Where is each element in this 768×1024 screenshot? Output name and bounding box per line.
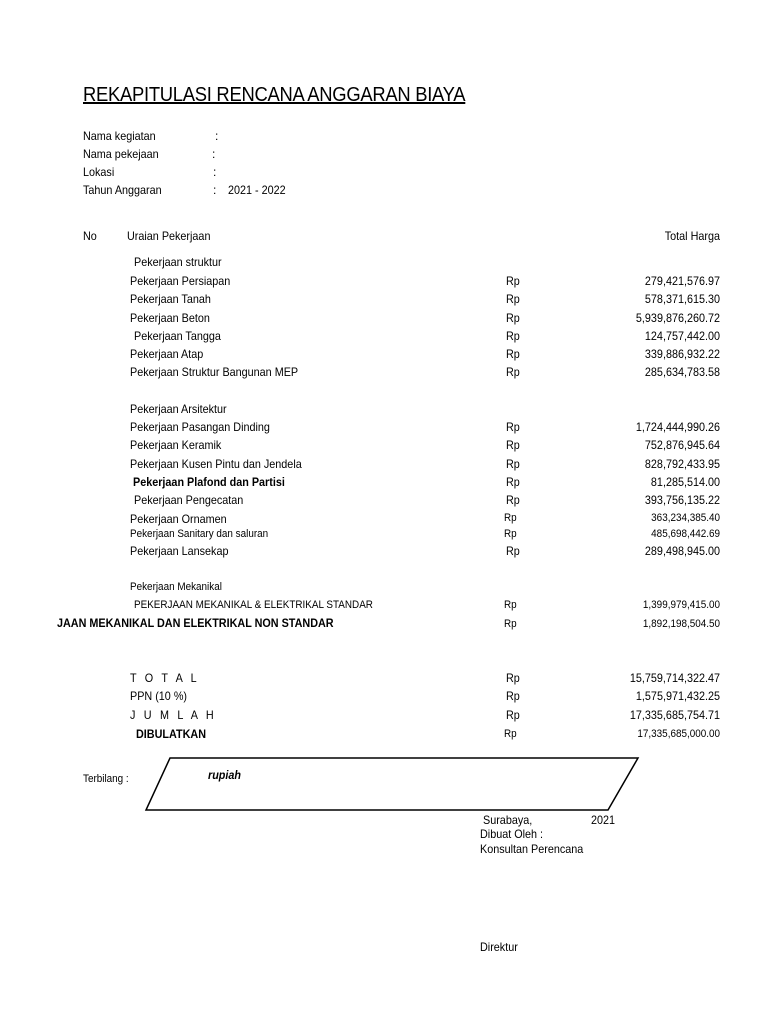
info-colon: : (213, 165, 217, 179)
row-label: Pekerjaan Kusen Pintu dan Jendela (130, 457, 302, 471)
row-value: 752,876,945.64 (644, 438, 720, 452)
row-currency: Rp (506, 292, 520, 306)
row-currency: Rp (506, 420, 520, 434)
terbilang-box (140, 757, 650, 815)
row-value: 578,371,615.30 (644, 292, 720, 306)
row-label: Pekerjaan Sanitary dan saluran (130, 528, 269, 540)
row-value: 1,892,198,504.50 (642, 618, 720, 630)
row-label: Pekerjaan Pengecatan (134, 493, 244, 507)
row-currency: Rp (506, 274, 520, 288)
row-value: 363,234,385.40 (651, 512, 720, 524)
row-currency: Rp (504, 599, 517, 611)
info-colon: : (213, 183, 217, 197)
info-label-kegiatan: Nama kegiatan (83, 129, 156, 143)
row-currency: Rp (506, 365, 520, 379)
row-currency: Rp (506, 457, 520, 471)
row-currency: Rp (506, 544, 520, 558)
info-label-pekerjaan: Nama pekejaan (83, 147, 159, 161)
row-currency: Rp (506, 438, 520, 452)
row-label: Pekerjaan Beton (130, 311, 210, 325)
row-label: Pekerjaan Keramik (130, 438, 222, 452)
row-label: Pekerjaan Ornamen (130, 512, 227, 526)
row-value: 285,634,783.58 (644, 365, 720, 379)
row-value: 81,285,514.00 (650, 475, 720, 489)
row-currency: Rp (504, 618, 517, 630)
row-label: Pekerjaan Atap (130, 347, 204, 361)
section-mekanikal: Pekerjaan Mekanikal (130, 581, 222, 593)
info-value-tahun: 2021 - 2022 (228, 183, 286, 197)
row-currency: Rp (506, 493, 520, 507)
total-currency: Rp (506, 671, 520, 685)
row-label: JAAN MEKANIKAL DAN ELEKTRIKAL NON STANDAR (57, 616, 334, 630)
info-colon: : (212, 147, 216, 161)
info-colon: : (215, 129, 219, 143)
section-arsitektur: Pekerjaan Arsitektur (130, 402, 227, 416)
row-value: 1,724,444,990.26 (635, 420, 720, 434)
row-value: 828,792,433.95 (644, 457, 720, 471)
section-struktur: Pekerjaan struktur (134, 255, 222, 269)
row-value: 1,399,979,415.00 (642, 599, 720, 611)
signature-org: Konsultan Perencana (480, 842, 584, 856)
row-currency: Rp (506, 347, 520, 361)
row-label: Pekerjaan Pasangan Dinding (130, 420, 270, 434)
row-currency: Rp (506, 311, 520, 325)
info-label-lokasi: Lokasi (83, 165, 115, 179)
signature-role: Direktur (480, 940, 518, 954)
row-label: Pekerjaan Persiapan (130, 274, 231, 288)
row-label: PEKERJAAN MEKANIKAL & ELEKTRIKAL STANDAR (134, 599, 373, 611)
total-value: 15,759,714,322.47 (629, 671, 720, 685)
signature-year: 2021 (591, 813, 616, 827)
info-label-tahun: Tahun Anggaran (83, 183, 162, 197)
row-value: 393,756,135.22 (644, 493, 720, 507)
row-label: Pekerjaan Plafond dan Partisi (133, 475, 285, 489)
jumlah-label: J U M L A H (130, 708, 217, 722)
header-total: Total Harga (664, 229, 720, 243)
row-value: 289,498,945.00 (644, 544, 720, 558)
row-currency: Rp (506, 329, 520, 343)
signature-city: Surabaya, (483, 813, 533, 827)
row-label: Pekerjaan Lansekap (130, 544, 229, 558)
terbilang-value: rupiah (208, 768, 242, 782)
signature-by: Dibuat Oleh : (480, 827, 544, 841)
dibulatkan-currency: Rp (504, 728, 517, 740)
row-currency: Rp (504, 512, 517, 524)
row-value: 279,421,576.97 (644, 274, 720, 288)
row-currency: Rp (506, 475, 520, 489)
row-currency: Rp (504, 528, 517, 540)
dibulatkan-value: 17,335,685,000.00 (637, 728, 720, 740)
header-no: No (83, 229, 97, 243)
total-label: T O T A L (130, 671, 200, 685)
row-label: Pekerjaan Tanah (130, 292, 211, 306)
row-value: 5,939,876,260.72 (635, 311, 720, 325)
row-value: 339,886,932.22 (644, 347, 720, 361)
row-label: Pekerjaan Struktur Bangunan MEP (130, 365, 299, 379)
row-value: 124,757,442.00 (644, 329, 720, 343)
dibulatkan-label: DIBULATKAN (136, 727, 206, 741)
header-uraian: Uraian Pekerjaan (127, 229, 211, 243)
terbilang-label: Terbilang : (83, 773, 129, 785)
ppn-currency: Rp (506, 689, 520, 703)
jumlah-value: 17,335,685,754.71 (629, 708, 720, 722)
row-label: Pekerjaan Tangga (134, 329, 221, 343)
ppn-label: PPN (10 %) (130, 689, 188, 703)
jumlah-currency: Rp (506, 708, 520, 722)
ppn-value: 1,575,971,432.25 (635, 689, 720, 703)
row-value: 485,698,442.69 (651, 528, 720, 540)
page-title: REKAPITULASI RENCANA ANGGARAN BIAYA (83, 84, 466, 106)
